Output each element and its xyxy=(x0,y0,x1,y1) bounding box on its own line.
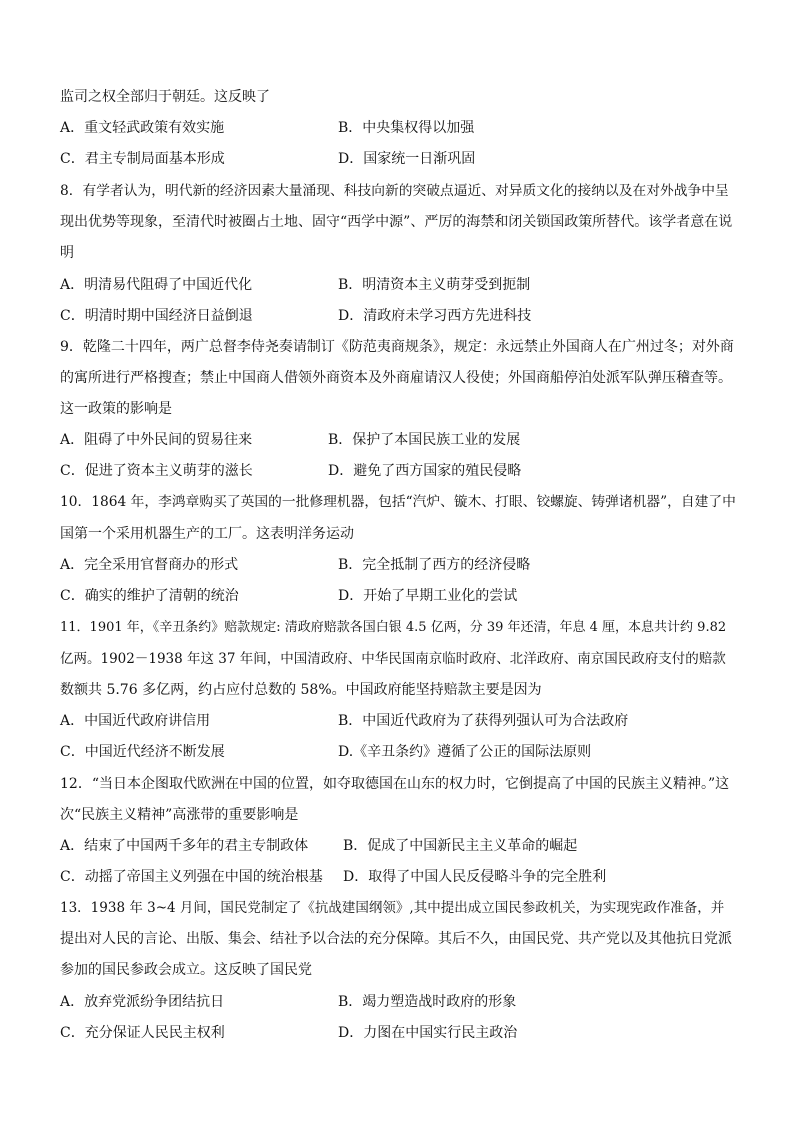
question-13-options-row-2 xyxy=(60,1024,740,1042)
option-10c[interactable]: C．确实的维护了清朝的统治 xyxy=(60,588,239,604)
question-9-options-row-2 xyxy=(60,462,740,480)
question-10-line-2: 国第一个采用机器生产的工厂。这表明洋务运动 xyxy=(60,526,354,542)
question-10-options-row-1 xyxy=(60,556,740,574)
question-12-line-1: 12．“当日本企图取代欧洲在中国的位置，如夺取德国在山东的权力时，它倒提高了中国的民族主义精神。”这 xyxy=(60,776,730,792)
option-13b[interactable]: B．竭力塑造战时政府的形象 xyxy=(338,994,517,1010)
option-11a[interactable]: A．中国近代政府讲信用 xyxy=(60,713,211,729)
option-9b[interactable]: B．保护了本国民族工业的发展 xyxy=(328,432,521,448)
option-13d[interactable]: D．力图在中国实行民主政治 xyxy=(338,1025,518,1041)
option-7a[interactable]: A．重文轻武政策有效实施 xyxy=(60,120,225,136)
question-11-line-2: 亿两。1902－1938 年这 37 年间，中国清政府、中华民国南京临时政府、北洋政府、南京国民政府支付的赔款 xyxy=(60,651,726,667)
question-11-options-row-1 xyxy=(60,712,740,730)
option-12d[interactable]: D．取得了中国人民反侵略斗争的完全胜利 xyxy=(343,869,607,885)
question-9-line-2: 的寓所进行严格搜查；禁止中国商人借领外商资本及外商雇请汉人役使；外国商船停泊处派军队弹压稽查等。 xyxy=(60,370,732,386)
question-11-options-row-2 xyxy=(60,743,740,761)
option-7d[interactable]: D．国家统一日渐巩固 xyxy=(338,151,476,167)
question-8-line-2: 现出优势等现象，至清代时被圈占土地、固守“西学中源”、严厉的海禁和闭关锁国政策所替代。该学者意在说 xyxy=(60,214,733,230)
question-8-options-row-1 xyxy=(60,276,740,294)
question-9-line-1: 9．乾隆二十四年，两广总督李侍尧奏请制订《防范夷商规条》，规定：永远禁止外国商人在广州过冬；对外商 xyxy=(60,339,734,355)
option-7c[interactable]: C．君主专制局面基本形成 xyxy=(60,151,225,167)
option-13c[interactable]: C．充分保证人民民主权利 xyxy=(60,1025,225,1041)
question-8-options-row-2 xyxy=(60,307,740,325)
question-13-line-1: 13．1938 年 3~4 月间，国民党制定了《抗战建国纲领》,其中提出成立国民参政机关，为实现宪政作准备，并 xyxy=(60,900,725,916)
option-12a[interactable]: A．结束了中国两千多年的君主专制政体 xyxy=(60,838,309,854)
question-11-line-1: 11．1901 年，《辛丑条约》赔款规定: 清政府赔款各国白银 4.5 亿两，分 39 年还清，年息 4 厘，本息共计约 9.82 xyxy=(60,620,727,635)
question-13-line-3: 参加的国民参政会成立。这反映了国民党 xyxy=(60,962,312,978)
question-7-text: 监司之权全部归于朝廷。这反映了 xyxy=(60,89,270,105)
question-10-line-1: 10．1864 年，李鸿章购买了英国的一批修理机器，包括“汽炉、镟木、打眼、铰螺旋、铸弹诸机器”，自建了中 xyxy=(60,494,736,510)
question-10-options-row-2 xyxy=(60,587,740,605)
question-8-line-1: 8．有学者认为，明代新的经济因素大量涌现、科技向新的突破点逼近、对异质文化的接纳以及在对外战争中呈 xyxy=(60,183,729,199)
option-8a[interactable]: A．明清易代阻碍了中国近代化 xyxy=(60,277,253,293)
option-7b[interactable]: B．中央集权得以加强 xyxy=(338,120,475,136)
question-9-options-row-1 xyxy=(60,431,740,449)
option-10b[interactable]: B．完全抵制了西方的经济侵略 xyxy=(338,557,531,573)
option-9a[interactable]: A．阻碍了中外民间的贸易往来 xyxy=(60,432,253,448)
option-11d[interactable]: D.《辛丑条约》遵循了公正的国际法原则 xyxy=(338,744,592,760)
option-9c[interactable]: C．促进了资本主义萌芽的滋长 xyxy=(60,463,253,479)
question-12-line-2: 次“民族主义精神”高涨带的重要影响是 xyxy=(60,807,299,823)
question-12-options-row-2 xyxy=(60,868,740,886)
option-12c[interactable]: C．动摇了帝国主义列强在中国的统治根基 xyxy=(60,869,323,885)
question-7-options-row-1 xyxy=(60,119,740,137)
option-13a[interactable]: A．放弃党派纷争团结抗日 xyxy=(60,994,225,1010)
option-11b[interactable]: B．中国近代政府为了获得列强认可为合法政府 xyxy=(338,713,629,729)
option-12b[interactable]: B．促成了中国新民主主义革命的崛起 xyxy=(343,838,578,854)
question-13-options-row-1 xyxy=(60,993,740,1011)
question-9-line-3: 这一政策的影响是 xyxy=(60,401,172,417)
option-9d[interactable]: D．避免了西方国家的殖民侵略 xyxy=(328,463,522,479)
option-8c[interactable]: C．明清时期中国经济日益倒退 xyxy=(60,308,253,324)
question-7-options-row-2 xyxy=(60,150,740,168)
option-8d[interactable]: D．清政府未学习西方先进科技 xyxy=(338,308,532,324)
question-8-line-3: 明 xyxy=(60,245,74,261)
option-11c[interactable]: C．中国近代经济不断发展 xyxy=(60,744,225,760)
option-10d[interactable]: D．开始了早期工业化的尝试 xyxy=(338,588,518,604)
question-11-line-3: 数额共 5.76 多亿两，约占应付总数的 58%。中国政府能坚持赔款主要是因为 xyxy=(60,682,542,698)
option-10a[interactable]: A．完全采用官督商办的形式 xyxy=(60,557,239,573)
option-8b[interactable]: B．明清资本主义萌芽受到扼制 xyxy=(338,277,531,293)
question-12-options-row-1 xyxy=(60,837,740,855)
exam-page xyxy=(60,0,740,1123)
question-13-line-2: 提出对人民的言论、出版、集会、结社予以合法的充分保障。其后不久，由国民党、共产党以及其他抗日党派 xyxy=(60,931,732,947)
